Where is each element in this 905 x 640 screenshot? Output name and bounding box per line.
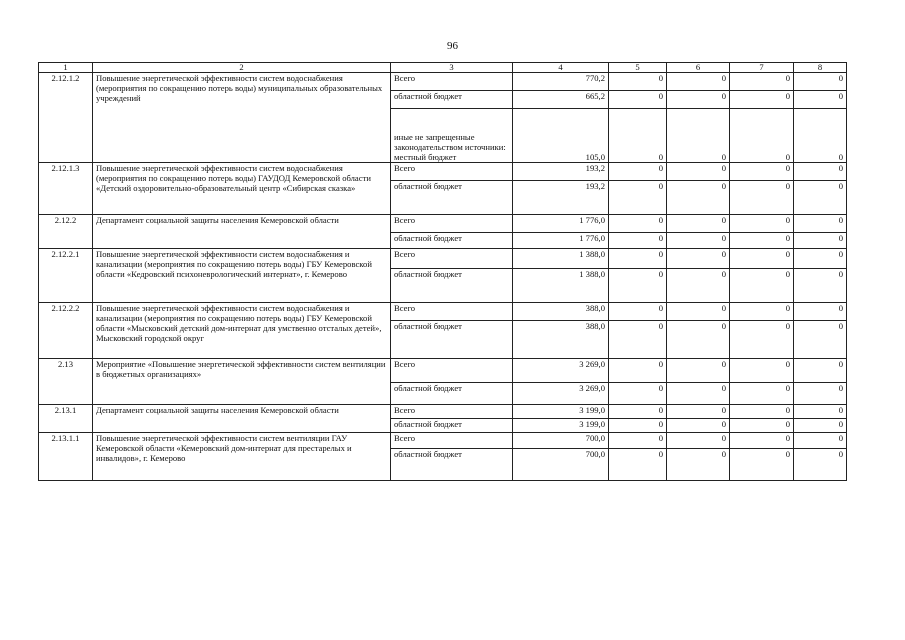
- funding-source: Всего: [391, 215, 513, 233]
- column-header: 7: [730, 63, 794, 73]
- value-cell: 665,2: [513, 91, 609, 109]
- value-cell: 0: [609, 73, 667, 91]
- value-cell: 0: [609, 181, 667, 215]
- funding-source: областной бюджет: [391, 181, 513, 215]
- value-cell: 0: [730, 109, 794, 163]
- value-cell: 0: [667, 359, 730, 383]
- value-cell: 0: [794, 73, 847, 91]
- value-cell: 0: [730, 433, 794, 449]
- value-cell: 0: [794, 269, 847, 303]
- value-cell: 0: [794, 249, 847, 269]
- value-cell: 105,0: [513, 109, 609, 163]
- value-cell: 388,0: [513, 303, 609, 321]
- value-cell: 0: [667, 163, 730, 181]
- value-cell: 3 199,0: [513, 419, 609, 433]
- value-cell: 700,0: [513, 433, 609, 449]
- funding-source: Всего: [391, 405, 513, 419]
- value-cell: 0: [667, 91, 730, 109]
- funding-source: областной бюджет: [391, 91, 513, 109]
- value-cell: 0: [730, 215, 794, 233]
- funding-source: Всего: [391, 163, 513, 181]
- item-description: Мероприятие «Повышение энергетической эффективности систем вентиляции в бюджетных организациях»: [93, 359, 391, 405]
- value-cell: 0: [667, 405, 730, 419]
- value-cell: 0: [794, 109, 847, 163]
- funding-source: Всего: [391, 73, 513, 91]
- table-row: [39, 163, 847, 181]
- funding-source: иные не запрещенные законодательством источники: местный бюджет: [391, 109, 513, 163]
- value-cell: 0: [794, 303, 847, 321]
- funding-source: областной бюджет: [391, 383, 513, 405]
- item-code: 2.12.2.2: [39, 303, 93, 359]
- funding-source: областной бюджет: [391, 419, 513, 433]
- value-cell: 0: [609, 163, 667, 181]
- value-cell: 0: [667, 249, 730, 269]
- value-cell: 0: [667, 233, 730, 249]
- value-cell: 0: [794, 383, 847, 405]
- value-cell: 0: [794, 321, 847, 359]
- value-cell: 0: [667, 383, 730, 405]
- table-header-row: [39, 63, 847, 73]
- item-description: Департамент социальной защиты населения Кемеровской области: [93, 215, 391, 249]
- item-description: Департамент социальной защиты населения Кемеровской области: [93, 405, 391, 433]
- value-cell: 0: [730, 249, 794, 269]
- item-code: 2.12.2.1: [39, 249, 93, 303]
- funding-source: Всего: [391, 303, 513, 321]
- value-cell: 0: [667, 181, 730, 215]
- funding-source: Всего: [391, 249, 513, 269]
- item-code: 2.13: [39, 359, 93, 405]
- value-cell: 0: [794, 359, 847, 383]
- item-description: Повышение энергетической эффективности систем водоснабжения (мероприятия по сокращению потерь воды) муниципальных образовательных учреждений: [93, 73, 391, 163]
- funding-source: областной бюджет: [391, 269, 513, 303]
- value-cell: 0: [730, 269, 794, 303]
- value-cell: 0: [730, 449, 794, 481]
- value-cell: 770,2: [513, 73, 609, 91]
- value-cell: 0: [609, 215, 667, 233]
- value-cell: 0: [730, 383, 794, 405]
- value-cell: 0: [609, 269, 667, 303]
- value-cell: 0: [794, 449, 847, 481]
- item-code: 2.13.1.1: [39, 433, 93, 481]
- value-cell: 0: [667, 433, 730, 449]
- table-row: [39, 73, 847, 91]
- item-description: Повышение энергетической эффективности систем вентиляции ГАУ Кемеровской области «Кемеровский дом-интернат для престарелых и инвалидов», г. Кемерово: [93, 433, 391, 481]
- value-cell: 0: [794, 91, 847, 109]
- value-cell: 0: [609, 405, 667, 419]
- value-cell: 1 776,0: [513, 215, 609, 233]
- value-cell: 3 199,0: [513, 405, 609, 419]
- column-header: 8: [794, 63, 847, 73]
- funding-source: Всего: [391, 359, 513, 383]
- value-cell: 0: [730, 321, 794, 359]
- funding-source: областной бюджет: [391, 449, 513, 481]
- value-cell: 0: [730, 73, 794, 91]
- value-cell: 193,2: [513, 181, 609, 215]
- value-cell: 0: [794, 233, 847, 249]
- funding-source: Всего: [391, 433, 513, 449]
- value-cell: 0: [667, 419, 730, 433]
- value-cell: 0: [609, 419, 667, 433]
- table-row: [39, 215, 847, 233]
- value-cell: 0: [730, 419, 794, 433]
- value-cell: 0: [667, 215, 730, 233]
- value-cell: 3 269,0: [513, 359, 609, 383]
- value-cell: 1 776,0: [513, 233, 609, 249]
- value-cell: 0: [609, 233, 667, 249]
- table-row: [39, 433, 847, 449]
- value-cell: 0: [794, 215, 847, 233]
- column-header: 3: [391, 63, 513, 73]
- column-header: 5: [609, 63, 667, 73]
- item-code: 2.12.1.3: [39, 163, 93, 215]
- value-cell: 0: [609, 249, 667, 269]
- table-row: [39, 303, 847, 321]
- column-header: 4: [513, 63, 609, 73]
- value-cell: 0: [609, 359, 667, 383]
- value-cell: 0: [794, 163, 847, 181]
- value-cell: 0: [794, 405, 847, 419]
- value-cell: 0: [609, 433, 667, 449]
- value-cell: 0: [609, 91, 667, 109]
- table-row: [39, 249, 847, 269]
- budget-table: [38, 62, 847, 481]
- item-code: 2.12.2: [39, 215, 93, 249]
- value-cell: 193,2: [513, 163, 609, 181]
- value-cell: 0: [667, 269, 730, 303]
- value-cell: 0: [794, 419, 847, 433]
- value-cell: 0: [609, 321, 667, 359]
- value-cell: 0: [667, 303, 730, 321]
- value-cell: 0: [609, 109, 667, 163]
- value-cell: 0: [794, 433, 847, 449]
- column-header: 2: [93, 63, 391, 73]
- value-cell: 0: [667, 109, 730, 163]
- value-cell: 0: [730, 303, 794, 321]
- item-description: Повышение энергетической эффективности систем водоснабжения и канализации (мероприятия по сокращению потерь воды) ГБУ Кемеровской области «Мысковский детский дом-интернат для умственно отсталых детей», Мысковский городской округ: [93, 303, 391, 359]
- funding-source: областной бюджет: [391, 321, 513, 359]
- value-cell: 0: [730, 181, 794, 215]
- column-header: 6: [667, 63, 730, 73]
- item-code: 2.12.1.2: [39, 73, 93, 163]
- column-header: 1: [39, 63, 93, 73]
- value-cell: 0: [730, 405, 794, 419]
- value-cell: 1 388,0: [513, 249, 609, 269]
- value-cell: 0: [730, 359, 794, 383]
- value-cell: 0: [609, 303, 667, 321]
- value-cell: 700,0: [513, 449, 609, 481]
- value-cell: 0: [730, 91, 794, 109]
- value-cell: 388,0: [513, 321, 609, 359]
- page-number: 96: [447, 40, 458, 52]
- value-cell: 0: [794, 181, 847, 215]
- value-cell: 0: [730, 233, 794, 249]
- funding-source: областной бюджет: [391, 233, 513, 249]
- value-cell: 0: [667, 449, 730, 481]
- item-code: 2.13.1: [39, 405, 93, 433]
- item-description: Повышение энергетической эффективности систем водоснабжения (мероприятия по сокращению потерь воды) ГАУДОД Кемеровской области «Детский оздоровительно-образовательный центр «Сибирская сказка»: [93, 163, 391, 215]
- table-row: [39, 359, 847, 383]
- value-cell: 3 269,0: [513, 383, 609, 405]
- value-cell: 0: [730, 163, 794, 181]
- table-row: [39, 405, 847, 419]
- item-description: Повышение энергетической эффективности систем водоснабжения и канализации (мероприятия по сокращению потерь воды) ГБУ Кемеровской области «Кедровский психоневрологический интернат», г. Кемерово: [93, 249, 391, 303]
- value-cell: 0: [667, 73, 730, 91]
- value-cell: 0: [609, 383, 667, 405]
- value-cell: 0: [667, 321, 730, 359]
- value-cell: 0: [609, 449, 667, 481]
- value-cell: 1 388,0: [513, 269, 609, 303]
